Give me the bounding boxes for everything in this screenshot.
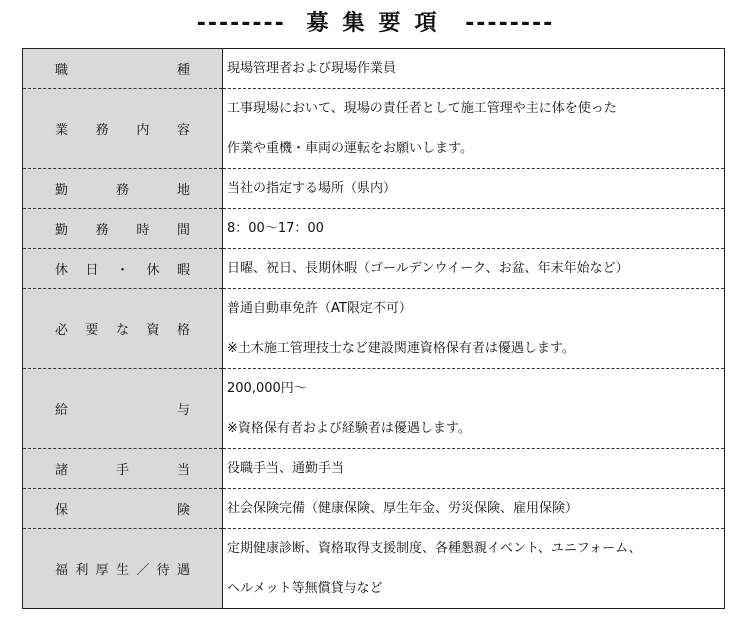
row-label-char: 保	[55, 503, 69, 518]
row-label	[23, 559, 222, 578]
row-label	[23, 219, 222, 238]
row-value-line: 社会保険完備（健康保険、厚生年金、労災保険、雇用保険）	[227, 500, 579, 516]
title-left-dashes: --------	[196, 11, 286, 36]
row-label-char: 待	[156, 563, 170, 578]
row-label-char: 生	[115, 563, 129, 578]
row-value-cell	[223, 289, 725, 369]
row-label-char: 種	[176, 63, 190, 78]
row-label-char: 当	[176, 463, 190, 478]
row-label-char: な	[115, 323, 129, 338]
row-label-char: 容	[176, 123, 190, 138]
row-label-char: 給	[55, 403, 69, 418]
row-label	[23, 119, 222, 138]
row-label-char: 休	[55, 263, 69, 278]
row-label-char: 格	[176, 323, 190, 338]
row-value-line: ※土木施工管理技士など建設関連資格保有者は優遇します。	[227, 340, 575, 356]
row-label-cell	[23, 449, 223, 489]
row-value-line: 工事現場において、現場の責任者として施工管理や主に体を使った	[227, 100, 617, 116]
table-row	[23, 169, 725, 209]
row-label-cell	[23, 89, 223, 169]
table-row	[23, 369, 725, 449]
row-label-char: 務	[115, 183, 129, 198]
row-value-cell	[223, 49, 725, 89]
row-label	[23, 179, 222, 198]
row-label	[23, 319, 222, 338]
table-row	[23, 289, 725, 369]
row-label-char: 険	[176, 503, 190, 518]
title-text: 募集要項	[306, 11, 451, 36]
row-value-line: 定期健康診断、資格取得支援制度、各種懇親イベント、ユニフォーム、	[227, 540, 642, 556]
row-label-char: 勤	[55, 223, 69, 238]
row-value-cell	[223, 89, 725, 169]
row-value-cell	[223, 249, 725, 289]
row-label-char: 内	[136, 123, 150, 138]
row-value-line: ※資格保有者および経験者は優遇します。	[227, 420, 471, 436]
row-label-char: ・	[115, 263, 129, 278]
row-label-char: 時	[136, 223, 150, 238]
row-label-char: 務	[95, 223, 109, 238]
row-label-char: 日	[85, 263, 99, 278]
table-row	[23, 89, 725, 169]
row-label-char: 休	[146, 263, 160, 278]
row-label-cell	[23, 529, 223, 609]
row-value-cell	[223, 449, 725, 489]
row-label-char: 要	[85, 323, 99, 338]
row-label-char: 必	[55, 323, 69, 338]
row-label	[23, 399, 222, 418]
table-row	[23, 489, 725, 529]
row-value-cell	[223, 169, 725, 209]
row-label	[23, 499, 222, 518]
row-label	[23, 259, 222, 278]
row-value-cell	[223, 209, 725, 249]
row-label-cell	[23, 249, 223, 289]
row-value-cell	[223, 529, 725, 609]
row-label-char: 利	[75, 563, 89, 578]
row-label-char: 勤	[55, 183, 69, 198]
row-value-line: ヘルメット等無償貸与など	[227, 580, 383, 596]
row-label-char: 間	[176, 223, 190, 238]
row-label-char: 業	[55, 123, 69, 138]
page-title	[0, 6, 751, 37]
row-label-char: 暇	[176, 263, 190, 278]
row-label-cell	[23, 369, 223, 449]
row-value-cell	[223, 489, 725, 529]
row-label-char: 厚	[95, 563, 109, 578]
row-label-char: 資	[146, 323, 160, 338]
table-row	[23, 249, 725, 289]
row-label-char: 職	[55, 63, 69, 78]
row-label	[23, 59, 222, 78]
row-label-char: 諸	[55, 463, 69, 478]
row-value-line: 現場管理者および現場作業員	[227, 60, 397, 76]
row-label-cell	[23, 49, 223, 89]
row-label-char: 遇	[176, 563, 190, 578]
row-label-char: 務	[95, 123, 109, 138]
row-label-cell	[23, 489, 223, 529]
row-label-cell	[23, 209, 223, 249]
row-value-line: 普通自動車免許（AT限定不可）	[227, 300, 412, 316]
row-value-line: 作業や重機・車両の運転をお願いします。	[227, 140, 473, 156]
row-value-line: 当社の指定する場所（県内）	[227, 180, 397, 196]
row-value-line: 8：00～17：00	[227, 220, 324, 236]
row-label-char: 手	[115, 463, 129, 478]
row-label-char: 地	[176, 183, 190, 198]
table-row	[23, 449, 725, 489]
row-value-line: 役職手当、通勤手当	[227, 460, 345, 476]
row-value-line: 日曜、祝日、長期休暇（ゴールデンウイーク、お盆、年末年始など）	[227, 260, 629, 276]
row-label	[23, 459, 222, 478]
row-label-char: 与	[176, 403, 190, 418]
row-value-line: 200,000円～	[227, 380, 307, 396]
recruitment-table	[22, 48, 725, 609]
row-label-char: 福	[55, 563, 69, 578]
row-value-cell	[223, 369, 725, 449]
table-row	[23, 529, 725, 609]
row-label-cell	[23, 289, 223, 369]
table-row	[23, 209, 725, 249]
title-right-dashes: --------	[465, 11, 555, 36]
table-row	[23, 49, 725, 89]
row-label-cell	[23, 169, 223, 209]
row-label-char: ／	[136, 563, 150, 578]
